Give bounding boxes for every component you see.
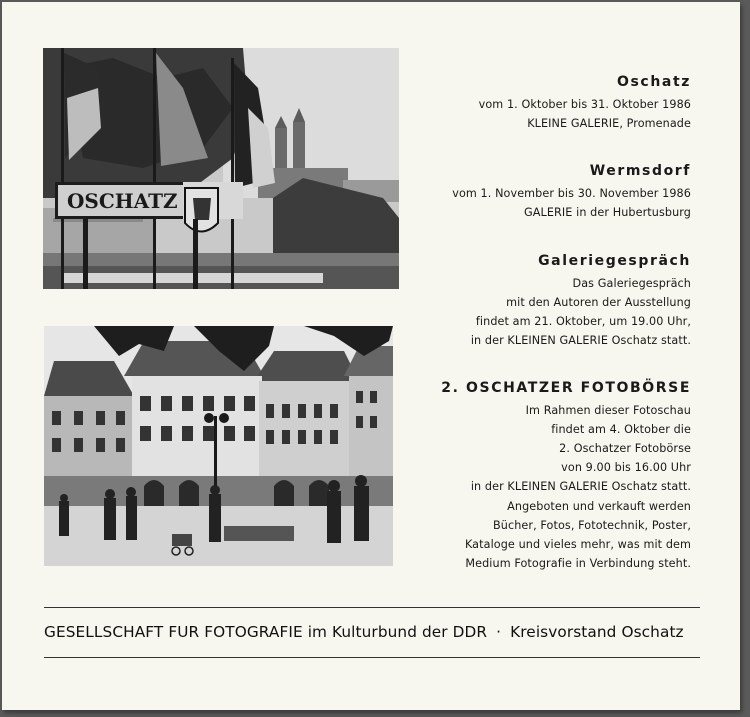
- section-line: 2. Oschatzer Fotobörse: [559, 442, 691, 455]
- section-line: Kataloge und vieles mehr, was mit dem: [464, 538, 691, 551]
- section-line: vom 1. Oktober bis 31. Oktober 1986: [478, 98, 691, 111]
- section-title: Oschatz: [617, 74, 691, 90]
- footer-rule-top: [44, 607, 700, 608]
- section-line: in der KLEINEN GALERIE Oschatz statt.: [470, 480, 691, 493]
- section-line: Medium Fotografie in Verbindung steht.: [465, 557, 691, 570]
- footer-organization: GESELLSCHAFT FUR FOTOGRAFIE im Kulturbund der DDR: [44, 623, 488, 641]
- section-wermsdorf: [452, 163, 691, 222]
- footer-rule-bottom: [44, 657, 700, 658]
- section-line: Angeboten und verkauft werden: [507, 500, 691, 513]
- section-line: KLEINE GALERIE, Promenade: [527, 117, 691, 130]
- photo-market-square: [44, 326, 393, 566]
- section-title: 2. OSCHATZER FOTOBÖRSE: [441, 380, 691, 396]
- section-line: findet am 21. Oktober, um 19.00 Uhr,: [475, 315, 691, 328]
- footer: [44, 623, 700, 641]
- section-fotoboerse: [441, 380, 691, 496]
- section-galeriegespraech: [471, 253, 691, 350]
- footer-separator: ·: [496, 623, 502, 641]
- section-angebot: [465, 497, 691, 573]
- brochure-page: [2, 2, 740, 710]
- section-oschatz: [479, 74, 691, 133]
- section-line: findet am 4. Oktober die: [551, 423, 691, 436]
- footer-district: Kreisvorstand Oschatz: [510, 623, 684, 641]
- section-line: GALERIE in der Hubertusburg: [523, 206, 691, 219]
- section-line: vom 1. November bis 30. November 1986: [452, 187, 691, 200]
- section-line: von 9.00 bis 16.00 Uhr: [561, 461, 691, 474]
- section-title: Galeriegespräch: [538, 253, 691, 269]
- section-title: Wermsdorf: [589, 163, 691, 179]
- section-line: Das Galeriegespräch: [572, 277, 691, 290]
- section-line: in der KLEINEN GALERIE Oschatz statt.: [470, 334, 691, 347]
- section-line: Im Rahmen dieser Fotoschau: [525, 404, 691, 417]
- section-line: Bücher, Fotos, Fototechnik, Poster,: [492, 519, 691, 532]
- sign-text: OSCHATZ: [67, 189, 178, 213]
- photo-town-sign: [43, 48, 399, 289]
- section-line: mit den Autoren der Ausstellung: [506, 296, 691, 309]
